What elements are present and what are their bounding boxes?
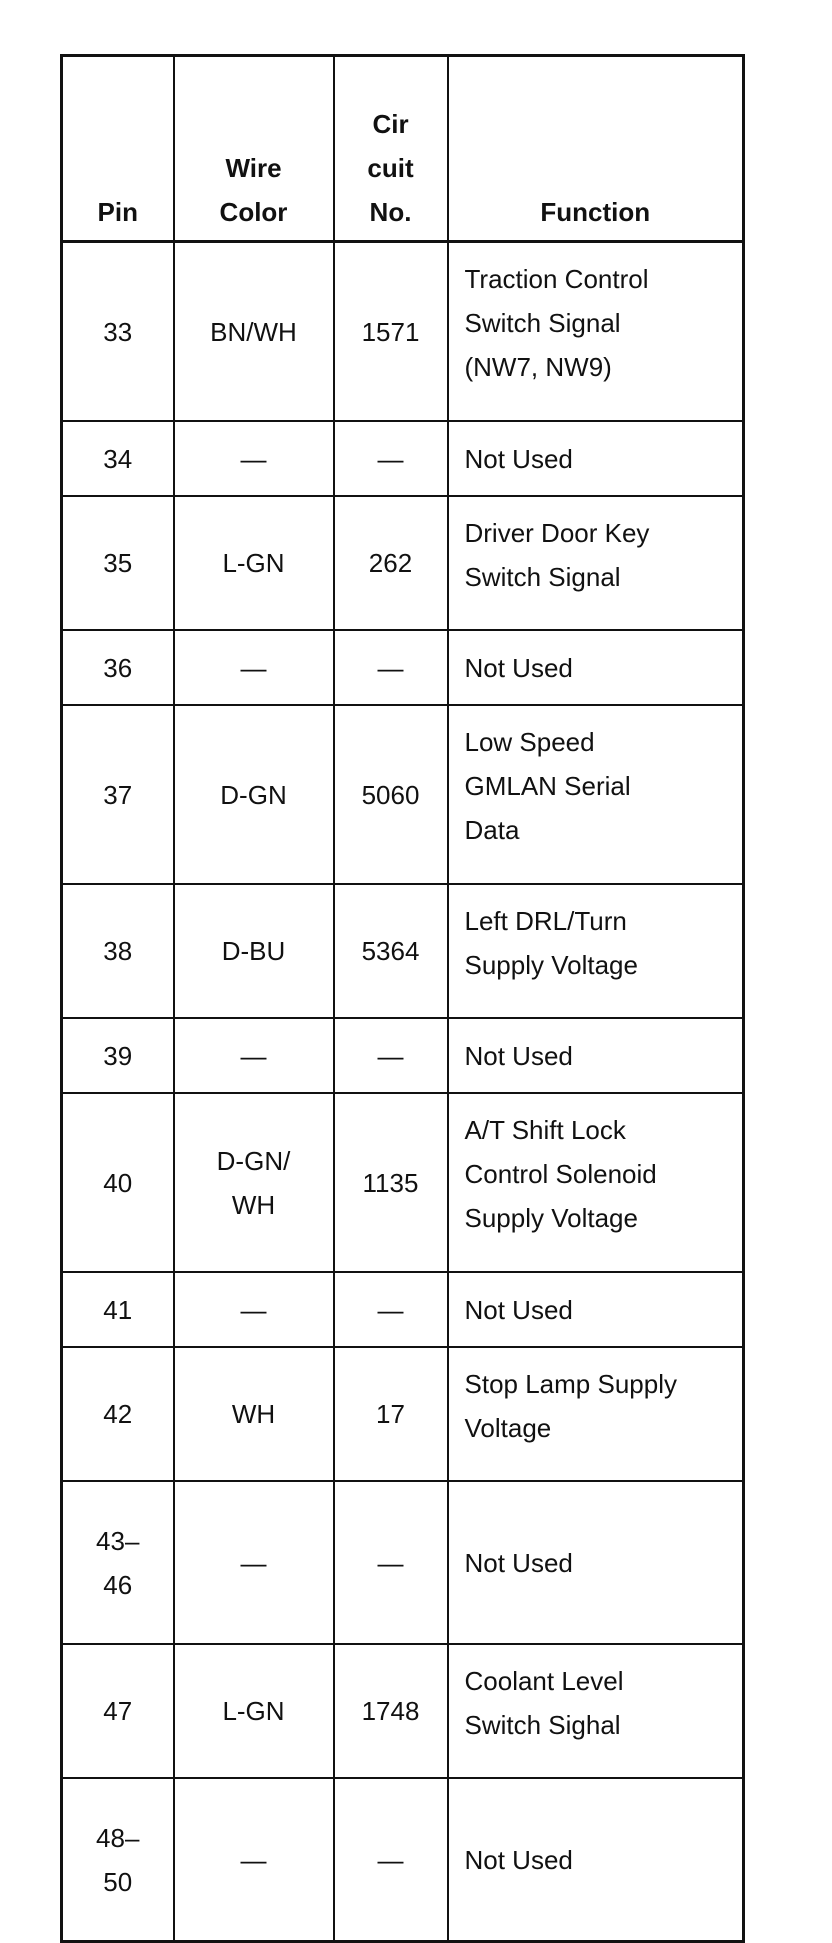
header-pin: Pin — [62, 56, 174, 242]
function-cell: A/T Shift Lock Control Solenoid Supply Voltage — [448, 1093, 744, 1272]
function-cell: Coolant Level Switch Sighal — [448, 1644, 744, 1778]
header-function: Function — [448, 56, 744, 242]
circuit-no-cell: 5060 — [334, 705, 448, 884]
circuit-no-cell: 1135 — [334, 1093, 448, 1272]
table-row — [62, 496, 744, 630]
table-row — [62, 1644, 744, 1778]
circuit-no-cell: — — [334, 1018, 448, 1093]
function-cell: Driver Door Key Switch Signal — [448, 496, 744, 630]
circuit-no-cell: 262 — [334, 496, 448, 630]
wire-color-cell: D-BU — [174, 884, 334, 1018]
pin-cell: 36 — [62, 630, 174, 705]
wire-color-cell: D-GN — [174, 705, 334, 884]
pin-cell: 47 — [62, 1644, 174, 1778]
wire-color-cell: — — [174, 1272, 334, 1347]
table-row — [62, 884, 744, 1018]
function-cell: Not Used — [448, 1272, 744, 1347]
wire-color-cell: — — [174, 421, 334, 496]
table-row — [62, 1093, 744, 1272]
wire-color-cell: — — [174, 1481, 334, 1644]
wire-color-cell: — — [174, 1018, 334, 1093]
function-cell: Not Used — [448, 630, 744, 705]
function-cell: Left DRL/Turn Supply Voltage — [448, 884, 744, 1018]
wire-color-cell: BN/WH — [174, 242, 334, 422]
table-row — [62, 1481, 744, 1644]
table-header — [62, 56, 744, 242]
pin-cell: 39 — [62, 1018, 174, 1093]
function-cell: Stop Lamp Supply Voltage — [448, 1347, 744, 1481]
wire-color-cell: WH — [174, 1347, 334, 1481]
pin-cell: 37 — [62, 705, 174, 884]
circuit-no-cell: — — [334, 630, 448, 705]
circuit-no-cell: — — [334, 1778, 448, 1942]
pin-table — [60, 54, 745, 1943]
pin-cell: 33 — [62, 242, 174, 422]
header-wire-color: Wire Color — [174, 56, 334, 242]
pin-cell: 35 — [62, 496, 174, 630]
circuit-no-cell: 1571 — [334, 242, 448, 422]
function-cell: Not Used — [448, 1778, 744, 1942]
table-body — [62, 242, 744, 1942]
table-row — [62, 421, 744, 496]
function-cell: Traction Control Switch Signal (NW7, NW9) — [448, 242, 744, 422]
function-cell: Not Used — [448, 421, 744, 496]
table-row — [62, 630, 744, 705]
function-cell: Not Used — [448, 1481, 744, 1644]
pin-cell: 41 — [62, 1272, 174, 1347]
function-cell: Low Speed GMLAN Serial Data — [448, 705, 744, 884]
header-circuit-no: Cir cuit No. — [334, 56, 448, 242]
circuit-no-cell: 1748 — [334, 1644, 448, 1778]
table-row — [62, 1778, 744, 1942]
wire-color-cell: L-GN — [174, 1644, 334, 1778]
pin-cell: 34 — [62, 421, 174, 496]
table-row — [62, 1272, 744, 1347]
wire-color-cell: — — [174, 630, 334, 705]
circuit-no-cell: 5364 — [334, 884, 448, 1018]
circuit-no-cell: — — [334, 1481, 448, 1644]
table-row — [62, 1018, 744, 1093]
table-row — [62, 705, 744, 884]
wire-color-cell: L-GN — [174, 496, 334, 630]
wire-color-cell: D-GN/ WH — [174, 1093, 334, 1272]
function-cell: Not Used — [448, 1018, 744, 1093]
table-row — [62, 242, 744, 422]
header-row — [62, 56, 744, 242]
wire-color-cell: — — [174, 1778, 334, 1942]
circuit-no-cell: 17 — [334, 1347, 448, 1481]
pin-cell: 48– 50 — [62, 1778, 174, 1942]
circuit-no-cell: — — [334, 1272, 448, 1347]
table-row — [62, 1347, 744, 1481]
pin-cell: 38 — [62, 884, 174, 1018]
pin-cell: 40 — [62, 1093, 174, 1272]
circuit-no-cell: — — [334, 421, 448, 496]
pin-cell: 42 — [62, 1347, 174, 1481]
pin-cell: 43– 46 — [62, 1481, 174, 1644]
